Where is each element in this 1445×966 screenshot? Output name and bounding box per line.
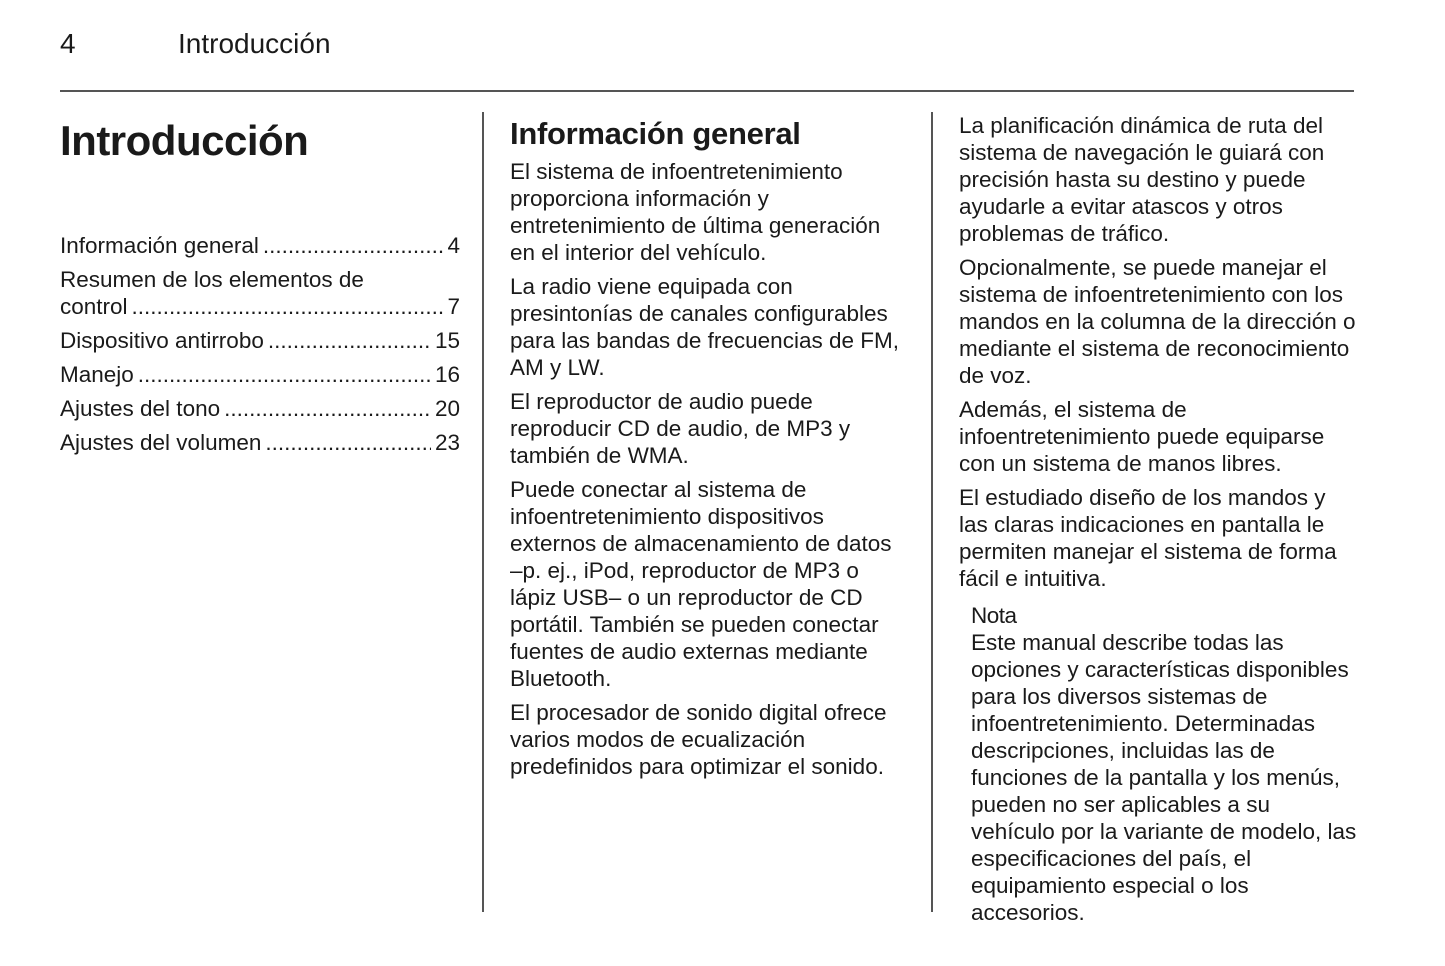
section-title: Información general: [510, 116, 801, 151]
toc-label: Dispositivo antirrobo: [60, 328, 264, 353]
toc-label: Manejo: [60, 362, 134, 387]
note-title: Nota: [971, 603, 1017, 628]
toc-leader-dots: [263, 232, 444, 259]
toc-page-number: 16: [434, 362, 460, 387]
paragraph: La radio viene equipada con presintonías de canales configurables para las bandas de frecuencias de FM, AM y LW.: [510, 274, 899, 380]
note-box: [971, 602, 1359, 926]
table-of-contents: [60, 232, 460, 456]
note-text: Este manual describe todas las opciones y características disponibles para los diversos sistemas de infoentretenimiento. Determinadas descripciones, incluidas las de funciones de la pantalla y los menús, pueden no ser aplicables a su vehículo por la variante de modelo, las especificaciones del país, el equipamiento especial o los accesorios.: [971, 630, 1357, 925]
toc-item-manejo[interactable]: [60, 361, 460, 388]
toc-page-number: 7: [447, 294, 460, 319]
toc-item-ajustes-tono[interactable]: [60, 395, 460, 422]
toc-label: Información general: [60, 233, 259, 258]
section-column: [510, 112, 910, 787]
paragraph: El procesador de sonido digital ofrece varios modos de ecualización predefinidos para optimizar el sonido.: [510, 700, 887, 779]
toc-page-number: 23: [434, 430, 460, 455]
paragraph: El sistema de infoentretenimiento proporciona información y entretenimiento de última generación en el interior del vehículo.: [510, 159, 881, 265]
toc-label-line1: Resumen de los elementos de: [60, 267, 364, 292]
paragraph: El estudiado diseño de los mandos y las claras indicaciones en pantalla le permiten manejar el sistema de forma fácil e intuitiva.: [959, 485, 1337, 591]
toc-item-ajustes-volumen[interactable]: [60, 429, 460, 456]
toc-page-number: 20: [434, 396, 460, 421]
column-divider-1: [482, 112, 484, 912]
paragraph: Puede conectar al sistema de infoentretenimiento dispositivos externos de almacenamiento de datos –p. ej., iPod, reproductor de MP3 o lápiz USB– o un reproductor de CD portátil. También se pueden conectar fuentes de audio externas mediante Bluetooth.: [510, 477, 892, 691]
toc-item-resumen-elementos-control[interactable]: [60, 266, 460, 320]
header-rule: [60, 90, 1354, 92]
paragraph: Además, el sistema de infoentretenimiento puede equiparse con un sistema de manos libres.: [959, 397, 1325, 476]
toc-leader-dots: [265, 429, 431, 456]
toc-leader-dots: [138, 361, 431, 388]
toc-item-dispositivo-antirrobo[interactable]: [60, 327, 460, 354]
chapter-title: Introducción: [60, 117, 309, 164]
continuation-column: [959, 112, 1359, 933]
toc-label-line2: control: [60, 294, 128, 319]
paragraph: La planificación dinámica de ruta del sistema de navegación le guiará con precisión hasta su destino y puede ayudarle a evitar atascos y otros problemas de tráfico.: [959, 113, 1325, 246]
toc-leader-dots: [132, 293, 444, 320]
page-number: 4: [60, 28, 76, 59]
toc-label: Ajustes del volumen: [60, 430, 262, 455]
toc-leader-dots: [268, 327, 431, 354]
toc-label: Ajustes del tono: [60, 396, 221, 421]
paragraph: Opcionalmente, se puede manejar el sistema de infoentretenimiento con los mandos en la columna de la dirección o mediante el sistema de reconocimiento de voz.: [959, 255, 1356, 388]
column-divider-2: [931, 112, 933, 912]
paragraph: El reproductor de audio puede reproducir CD de audio, de MP3 y también de WMA.: [510, 389, 851, 468]
toc-page-number: 4: [447, 233, 460, 258]
toc-leader-dots: [224, 395, 431, 422]
toc-column: [60, 112, 460, 463]
toc-item-informacion-general[interactable]: [60, 232, 460, 259]
running-title: Introducción: [178, 28, 331, 59]
toc-page-number: 15: [434, 328, 460, 353]
